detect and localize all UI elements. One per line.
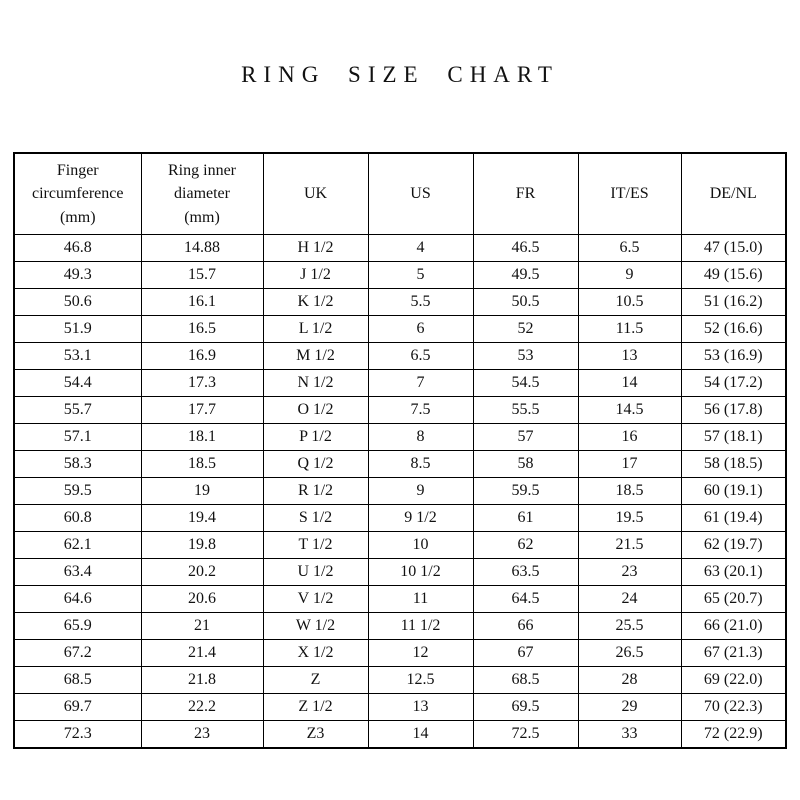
table-cell: 6.5 <box>368 343 473 370</box>
table-row <box>14 586 786 613</box>
table-cell: 72.5 <box>473 721 578 749</box>
table-cell: 50.5 <box>473 289 578 316</box>
table-cell: 19.4 <box>141 505 263 532</box>
table-cell: X 1/2 <box>263 640 368 667</box>
table-cell: 58 <box>473 451 578 478</box>
table-cell: O 1/2 <box>263 397 368 424</box>
table-cell: W 1/2 <box>263 613 368 640</box>
table-cell: 12 <box>368 640 473 667</box>
table-cell: 70 (22.3) <box>681 694 786 721</box>
table-cell: 16.9 <box>141 343 263 370</box>
table-cell: S 1/2 <box>263 505 368 532</box>
table-cell: 57.1 <box>14 424 141 451</box>
table-cell: 29 <box>578 694 681 721</box>
table-cell: 49.3 <box>14 262 141 289</box>
table-cell: 67 (21.3) <box>681 640 786 667</box>
column-header <box>368 153 473 235</box>
table-cell: 50.6 <box>14 289 141 316</box>
table-cell: 54.4 <box>14 370 141 397</box>
column-header-line: FR <box>515 185 536 203</box>
table-cell: 58.3 <box>14 451 141 478</box>
table-cell: 8.5 <box>368 451 473 478</box>
table-cell: 5.5 <box>368 289 473 316</box>
table-cell: 60 (19.1) <box>681 478 786 505</box>
table-cell: K 1/2 <box>263 289 368 316</box>
table-cell: 19.5 <box>578 505 681 532</box>
table-cell: 56 (17.8) <box>681 397 786 424</box>
table-cell: 8 <box>368 424 473 451</box>
table-cell: 66 <box>473 613 578 640</box>
table-cell: 59.5 <box>14 478 141 505</box>
table-cell: 53.1 <box>14 343 141 370</box>
table-cell: 20.6 <box>141 586 263 613</box>
table-cell: 25.5 <box>578 613 681 640</box>
table-cell: 18.5 <box>578 478 681 505</box>
table-cell: 13 <box>368 694 473 721</box>
table-cell: 10.5 <box>578 289 681 316</box>
table-cell: 17.3 <box>141 370 263 397</box>
column-header <box>473 153 578 235</box>
table-cell: 64.5 <box>473 586 578 613</box>
table-header-row <box>14 153 786 235</box>
table-cell: 52 <box>473 316 578 343</box>
table-cell: 63 (20.1) <box>681 559 786 586</box>
table-cell: Z <box>263 667 368 694</box>
table-row <box>14 316 786 343</box>
column-header-line: (mm) <box>59 208 96 226</box>
table-cell: 53 <box>473 343 578 370</box>
table-cell: 21.5 <box>578 532 681 559</box>
table-row <box>14 640 786 667</box>
table-cell: 17.7 <box>141 397 263 424</box>
table-cell: 14 <box>578 370 681 397</box>
table-cell: P 1/2 <box>263 424 368 451</box>
table-cell: 49.5 <box>473 262 578 289</box>
table-cell: 51.9 <box>14 316 141 343</box>
table-cell: Z 1/2 <box>263 694 368 721</box>
column-header-line: (mm) <box>184 208 220 226</box>
column-header-line: circumference <box>32 185 124 203</box>
column-header <box>263 153 368 235</box>
column-header-line: diameter <box>174 185 230 203</box>
table-cell: 68.5 <box>14 667 141 694</box>
table-cell: 16 <box>578 424 681 451</box>
table-cell: 7 <box>368 370 473 397</box>
column-header <box>578 153 681 235</box>
ring-size-table <box>13 152 787 749</box>
table-header <box>14 153 786 235</box>
table-cell: 23 <box>578 559 681 586</box>
table-cell: 17 <box>578 451 681 478</box>
table-cell: 55.7 <box>14 397 141 424</box>
table-cell: 62 <box>473 532 578 559</box>
table-row <box>14 424 786 451</box>
table-cell: 69.5 <box>473 694 578 721</box>
table-cell: 67 <box>473 640 578 667</box>
table-cell: 14.88 <box>141 235 263 262</box>
table-body <box>14 235 786 749</box>
table-row <box>14 532 786 559</box>
column-header <box>681 153 786 235</box>
table-cell: H 1/2 <box>263 235 368 262</box>
table-cell: 21.8 <box>141 667 263 694</box>
table-cell: 11 1/2 <box>368 613 473 640</box>
table-row <box>14 667 786 694</box>
table-cell: 28 <box>578 667 681 694</box>
table-cell: 60.8 <box>14 505 141 532</box>
table-cell: 61 (19.4) <box>681 505 786 532</box>
table-cell: 69 (22.0) <box>681 667 786 694</box>
table-cell: 20.2 <box>141 559 263 586</box>
table-cell: 21 <box>141 613 263 640</box>
table-row <box>14 370 786 397</box>
table-cell: 63.5 <box>473 559 578 586</box>
table-cell: 22.2 <box>141 694 263 721</box>
page-title: RING SIZE CHART <box>241 62 559 87</box>
table-cell: 9 <box>368 478 473 505</box>
table-cell: 69.7 <box>14 694 141 721</box>
table-cell: 53 (16.9) <box>681 343 786 370</box>
column-header-line: Finger <box>56 162 99 180</box>
table-cell: 54 (17.2) <box>681 370 786 397</box>
table-cell: M 1/2 <box>263 343 368 370</box>
table-cell: 10 1/2 <box>368 559 473 586</box>
table-cell: 49 (15.6) <box>681 262 786 289</box>
table-cell: 6 <box>368 316 473 343</box>
table-cell: 68.5 <box>473 667 578 694</box>
table-cell: 6.5 <box>578 235 681 262</box>
table-row <box>14 397 786 424</box>
table-cell: 16.1 <box>141 289 263 316</box>
table-cell: 51 (16.2) <box>681 289 786 316</box>
table-row <box>14 721 786 749</box>
table-row <box>14 451 786 478</box>
table-cell: 18.5 <box>141 451 263 478</box>
table-cell: 7.5 <box>368 397 473 424</box>
table-cell: 9 <box>578 262 681 289</box>
table-row <box>14 559 786 586</box>
table-cell: J 1/2 <box>263 262 368 289</box>
table-cell: 14 <box>368 721 473 749</box>
table-cell: 15.7 <box>141 262 263 289</box>
table-cell: 12.5 <box>368 667 473 694</box>
table-cell: 63.4 <box>14 559 141 586</box>
column-header-line: IT/ES <box>610 185 649 203</box>
table-cell: 16.5 <box>141 316 263 343</box>
table-cell: 65 (20.7) <box>681 586 786 613</box>
table-row <box>14 235 786 262</box>
table-cell: 11 <box>368 586 473 613</box>
table-cell: 64.6 <box>14 586 141 613</box>
table-cell: 65.9 <box>14 613 141 640</box>
table-row <box>14 478 786 505</box>
table-cell: 55.5 <box>473 397 578 424</box>
table-cell: 21.4 <box>141 640 263 667</box>
table-cell: 62.1 <box>14 532 141 559</box>
column-header-line: US <box>410 185 431 203</box>
table-cell: N 1/2 <box>263 370 368 397</box>
table-cell: 23 <box>141 721 263 749</box>
table-row <box>14 505 786 532</box>
table-row <box>14 343 786 370</box>
table-cell: Q 1/2 <box>263 451 368 478</box>
table-cell: 4 <box>368 235 473 262</box>
table-cell: 67.2 <box>14 640 141 667</box>
table-cell: L 1/2 <box>263 316 368 343</box>
table-row <box>14 613 786 640</box>
table-cell: T 1/2 <box>263 532 368 559</box>
table-cell: 24 <box>578 586 681 613</box>
table-cell: 26.5 <box>578 640 681 667</box>
table-cell: 14.5 <box>578 397 681 424</box>
table-row <box>14 694 786 721</box>
table-cell: Z3 <box>263 721 368 749</box>
table-row <box>14 262 786 289</box>
table-cell: 46.8 <box>14 235 141 262</box>
column-header-line: DE/NL <box>709 185 757 203</box>
table-cell: 62 (19.7) <box>681 532 786 559</box>
table-cell: 9 1/2 <box>368 505 473 532</box>
table-cell: V 1/2 <box>263 586 368 613</box>
column-header <box>14 153 141 235</box>
table-cell: 52 (16.6) <box>681 316 786 343</box>
table-row <box>14 289 786 316</box>
table-cell: 10 <box>368 532 473 559</box>
table-cell: 57 (18.1) <box>681 424 786 451</box>
table-cell: 5 <box>368 262 473 289</box>
table-cell: 33 <box>578 721 681 749</box>
table-cell: 19 <box>141 478 263 505</box>
table-cell: 61 <box>473 505 578 532</box>
column-header-line: Ring inner <box>168 162 236 180</box>
table-cell: U 1/2 <box>263 559 368 586</box>
table-cell: 13 <box>578 343 681 370</box>
table-cell: 58 (18.5) <box>681 451 786 478</box>
table-cell: 72.3 <box>14 721 141 749</box>
table-cell: 72 (22.9) <box>681 721 786 749</box>
table-cell: 19.8 <box>141 532 263 559</box>
table-cell: 59.5 <box>473 478 578 505</box>
table-cell: 57 <box>473 424 578 451</box>
column-header-line: UK <box>303 185 328 203</box>
table-cell: 18.1 <box>141 424 263 451</box>
table-cell: 54.5 <box>473 370 578 397</box>
column-header <box>141 153 263 235</box>
table-cell: 11.5 <box>578 316 681 343</box>
table-cell: R 1/2 <box>263 478 368 505</box>
table-cell: 66 (21.0) <box>681 613 786 640</box>
table-cell: 46.5 <box>473 235 578 262</box>
table-cell: 47 (15.0) <box>681 235 786 262</box>
